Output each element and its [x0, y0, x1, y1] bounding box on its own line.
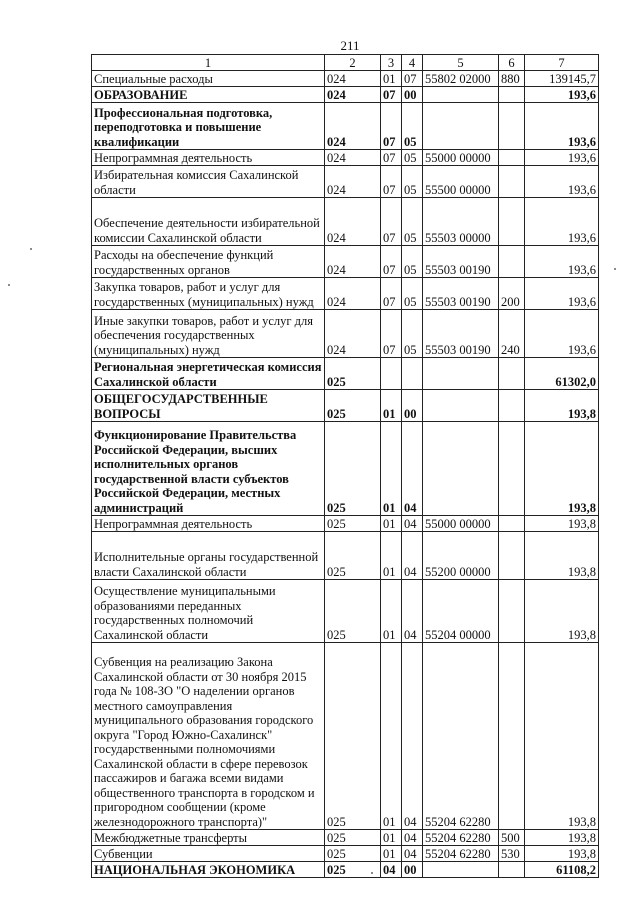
row-code-cell: 01: [381, 532, 402, 580]
row-code-cell: [423, 422, 499, 516]
row-name-cell: Субвенции: [92, 846, 325, 862]
row-code-cell: 01: [381, 516, 402, 532]
row-code-cell: [423, 862, 499, 878]
row-code-cell: 07: [381, 103, 402, 150]
table-row: [92, 166, 599, 198]
table-row: [92, 580, 599, 643]
row-code-cell: [423, 87, 499, 103]
row-code-cell: 01: [381, 390, 402, 422]
row-code-cell: 024: [325, 150, 381, 166]
table-row: [92, 422, 599, 516]
row-code-cell: 530: [499, 846, 525, 862]
table-row: [92, 103, 599, 150]
row-code-cell: 05: [402, 166, 423, 198]
row-code-cell: 55802 02000: [423, 71, 499, 87]
row-code-cell: [499, 643, 525, 830]
row-name-cell: Субвенция на реализацию Закона Сахалинской области от 30 ноября 2015 года № 108-ЗО "О наделении органов местного самоуправления муниципального образования городского округа "Город Южно-Сахалинск" государственными полномочиями Сахалинской области в сфере перевозок пассажиров и багажа всеми видами общественного транспорта в городском и пригородном сообщении (кроме железнодорожного транспорта)": [92, 643, 325, 830]
table-row: [92, 862, 599, 878]
row-amount-cell: 193,6: [525, 246, 599, 278]
table-row: [92, 390, 599, 422]
row-code-cell: [402, 358, 423, 390]
header-row: [92, 55, 599, 71]
row-amount-cell: 61108,2: [525, 862, 599, 878]
row-amount-cell: 193,8: [525, 846, 599, 862]
row-code-cell: 07: [381, 87, 402, 103]
row-code-cell: 01: [381, 643, 402, 830]
row-code-cell: 07: [381, 166, 402, 198]
row-code-cell: 00: [402, 390, 423, 422]
row-code-cell: 55503 00000: [423, 198, 499, 246]
row-code-cell: 05: [402, 310, 423, 358]
row-amount-cell: 193,6: [525, 310, 599, 358]
row-code-cell: [499, 532, 525, 580]
row-code-cell: [499, 103, 525, 150]
row-amount-cell: 193,6: [525, 166, 599, 198]
table-row: [92, 198, 599, 246]
row-code-cell: [423, 390, 499, 422]
row-code-cell: 05: [402, 246, 423, 278]
row-name-cell: Непрограммная деятельность: [92, 516, 325, 532]
row-code-cell: 55200 00000: [423, 532, 499, 580]
row-name-cell: Непрограммная деятельность: [92, 150, 325, 166]
row-name-cell: Исполнительные органы государственной власти Сахалинской области: [92, 532, 325, 580]
row-amount-cell: 193,6: [525, 150, 599, 166]
row-code-cell: 500: [499, 830, 525, 846]
row-name-cell: Осуществление муниципальными образованиями переданных государственных полномочий Сахалинской области: [92, 580, 325, 643]
row-code-cell: 025: [325, 643, 381, 830]
row-name-cell: Иные закупки товаров, работ и услуг для обеспечения государственных (муниципальных) нужд: [92, 310, 325, 358]
row-name-cell: Обеспечение деятельности избирательной комиссии Сахалинской области: [92, 198, 325, 246]
row-amount-cell: 193,8: [525, 422, 599, 516]
row-name-cell: Избирательная комиссия Сахалинской области: [92, 166, 325, 198]
table-row: [92, 278, 599, 310]
row-code-cell: [381, 358, 402, 390]
row-code-cell: 024: [325, 278, 381, 310]
row-code-cell: 55204 00000: [423, 580, 499, 643]
row-code-cell: 05: [402, 278, 423, 310]
row-code-cell: 55204 62280: [423, 643, 499, 830]
row-code-cell: [499, 862, 525, 878]
scan-speck: [371, 872, 373, 874]
budget-table: [91, 54, 599, 878]
row-code-cell: 55000 00000: [423, 516, 499, 532]
row-amount-cell: 193,8: [525, 516, 599, 532]
row-code-cell: 05: [402, 198, 423, 246]
row-name-cell: Межбюджетные трансферты: [92, 830, 325, 846]
row-code-cell: 05: [402, 150, 423, 166]
row-code-cell: 07: [381, 198, 402, 246]
row-code-cell: [499, 166, 525, 198]
row-code-cell: 07: [381, 246, 402, 278]
table-row: [92, 643, 599, 830]
row-code-cell: 07: [402, 71, 423, 87]
row-code-cell: 07: [381, 310, 402, 358]
header-cell: 6: [499, 55, 525, 71]
row-code-cell: 880: [499, 71, 525, 87]
row-amount-cell: 193,6: [525, 278, 599, 310]
row-code-cell: 024: [325, 198, 381, 246]
row-code-cell: [499, 516, 525, 532]
scan-speck: [8, 284, 10, 286]
row-amount-cell: 61302,0: [525, 358, 599, 390]
row-code-cell: 025: [325, 390, 381, 422]
table-row: [92, 358, 599, 390]
row-name-cell: НАЦИОНАЛЬНАЯ ЭКОНОМИКА: [92, 862, 325, 878]
row-code-cell: 025: [325, 830, 381, 846]
row-amount-cell: 193,6: [525, 103, 599, 150]
row-code-cell: 240: [499, 310, 525, 358]
row-code-cell: 04: [381, 862, 402, 878]
table-row: [92, 532, 599, 580]
table-row: [92, 87, 599, 103]
row-code-cell: [499, 422, 525, 516]
row-code-cell: 04: [402, 580, 423, 643]
table-row: [92, 310, 599, 358]
page-number: 211: [340, 38, 360, 53]
row-code-cell: 025: [325, 580, 381, 643]
row-name-cell: Специальные расходы: [92, 71, 325, 87]
row-name-cell: ОБЩЕГОСУДАРСТВЕННЫЕ ВОПРОСЫ: [92, 390, 325, 422]
row-code-cell: [423, 358, 499, 390]
row-code-cell: [499, 150, 525, 166]
row-amount-cell: 193,8: [525, 580, 599, 643]
row-code-cell: 55204 62280: [423, 846, 499, 862]
row-code-cell: 024: [325, 246, 381, 278]
row-amount-cell: 139145,7: [525, 71, 599, 87]
header-cell: 1: [92, 55, 325, 71]
row-code-cell: 04: [402, 643, 423, 830]
table-row: [92, 71, 599, 87]
row-amount-cell: 193,8: [525, 532, 599, 580]
row-code-cell: [499, 246, 525, 278]
row-code-cell: 025: [325, 422, 381, 516]
row-code-cell: 025: [325, 846, 381, 862]
row-code-cell: [499, 358, 525, 390]
row-code-cell: [423, 103, 499, 150]
row-code-cell: 024: [325, 310, 381, 358]
row-code-cell: 024: [325, 103, 381, 150]
row-code-cell: [499, 87, 525, 103]
row-code-cell: 55503 00190: [423, 278, 499, 310]
row-code-cell: [499, 198, 525, 246]
row-code-cell: 04: [402, 830, 423, 846]
header-cell: 3: [381, 55, 402, 71]
row-code-cell: 200: [499, 278, 525, 310]
row-name-cell: Региональная энергетическая комиссия Сахалинской области: [92, 358, 325, 390]
row-code-cell: 025: [325, 862, 381, 878]
row-amount-cell: 193,8: [525, 390, 599, 422]
row-name-cell: ОБРАЗОВАНИЕ: [92, 87, 325, 103]
row-name-cell: Расходы на обеспечение функций государственных органов: [92, 246, 325, 278]
table-row: [92, 516, 599, 532]
row-amount-cell: 193,6: [525, 198, 599, 246]
header-cell: 2: [325, 55, 381, 71]
row-code-cell: 01: [381, 580, 402, 643]
table-row: [92, 150, 599, 166]
table-row: [92, 830, 599, 846]
header-cell: 7: [525, 55, 599, 71]
row-code-cell: 05: [402, 103, 423, 150]
row-code-cell: 55204 62280: [423, 830, 499, 846]
row-name-cell: Профессиональная подготовка, переподготовка и повышение квалификации: [92, 103, 325, 150]
scan-speck: [30, 248, 32, 250]
header-cell: 5: [423, 55, 499, 71]
row-code-cell: 55503 00190: [423, 246, 499, 278]
row-amount-cell: 193,8: [525, 643, 599, 830]
row-code-cell: 024: [325, 87, 381, 103]
row-code-cell: 07: [381, 278, 402, 310]
table-row: [92, 846, 599, 862]
row-code-cell: 024: [325, 71, 381, 87]
row-name-cell: Закупка товаров, работ и услуг для государственных (муниципальных) нужд: [92, 278, 325, 310]
row-amount-cell: 193,8: [525, 830, 599, 846]
row-name-cell: Функционирование Правительства Российской Федерации, высших исполнительных органов государственной власти субъектов Российской Федерации, местных администраций: [92, 422, 325, 516]
row-code-cell: 55500 00000: [423, 166, 499, 198]
row-code-cell: [499, 390, 525, 422]
row-code-cell: 04: [402, 846, 423, 862]
row-amount-cell: 193,6: [525, 87, 599, 103]
table-row: [92, 246, 599, 278]
row-code-cell: 025: [325, 516, 381, 532]
row-code-cell: 07: [381, 150, 402, 166]
row-code-cell: 04: [402, 516, 423, 532]
row-code-cell: [499, 580, 525, 643]
row-code-cell: 024: [325, 166, 381, 198]
row-code-cell: 025: [325, 532, 381, 580]
row-code-cell: 01: [381, 422, 402, 516]
row-code-cell: 04: [402, 532, 423, 580]
row-code-cell: 00: [402, 862, 423, 878]
header-cell: 4: [402, 55, 423, 71]
row-code-cell: 01: [381, 71, 402, 87]
row-code-cell: 55503 00190: [423, 310, 499, 358]
row-code-cell: 01: [381, 830, 402, 846]
row-code-cell: 01: [381, 846, 402, 862]
row-code-cell: 025: [325, 358, 381, 390]
row-code-cell: 55000 00000: [423, 150, 499, 166]
row-code-cell: 00: [402, 87, 423, 103]
row-code-cell: 04: [402, 422, 423, 516]
scan-speck: [614, 268, 616, 270]
